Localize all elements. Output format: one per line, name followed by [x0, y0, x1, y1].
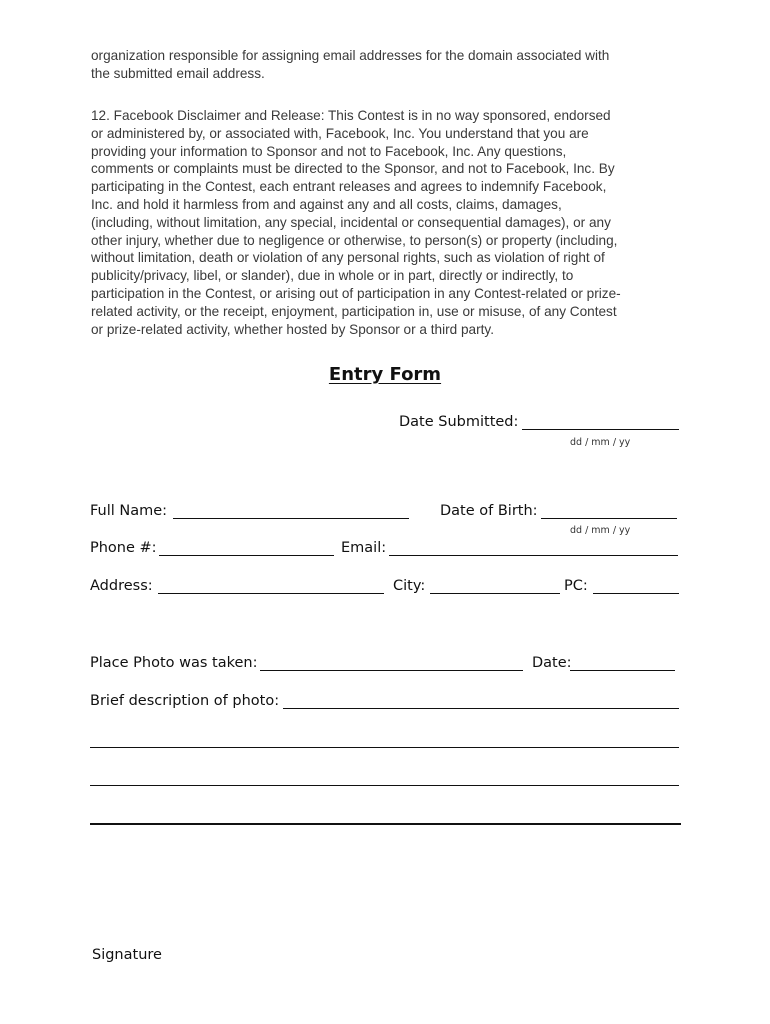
place-photo-taken-field[interactable]	[260, 670, 523, 671]
place-photo-taken-label: Place Photo was taken:	[90, 655, 258, 671]
date-of-birth-field[interactable]	[541, 518, 677, 519]
brief-description-field-line-3[interactable]	[90, 785, 679, 786]
city-label: City:	[393, 578, 426, 594]
postal-code-field[interactable]	[593, 593, 679, 594]
full-name-label: Full Name:	[90, 503, 168, 519]
signature-label: Signature	[92, 947, 162, 963]
signature-line[interactable]	[90, 823, 681, 825]
date-of-birth-format-hint: dd / mm / yy	[570, 525, 631, 536]
entry-form-title: Entry Form	[328, 364, 442, 385]
email-label: Email:	[341, 540, 387, 556]
date-of-birth-label: Date of Birth:	[440, 503, 538, 519]
brief-description-label: Brief description of photo:	[90, 693, 280, 709]
postal-code-label: PC:	[564, 578, 588, 594]
email-field[interactable]	[389, 555, 678, 556]
brief-description-field-line-1[interactable]	[283, 708, 679, 709]
phone-field[interactable]	[159, 555, 334, 556]
photo-date-field[interactable]	[570, 670, 675, 671]
full-name-field[interactable]	[173, 518, 409, 519]
address-label: Address:	[90, 578, 153, 594]
legal-paragraph-continuation: organization responsible for assigning email addresses for the domain associated with the submitted email address.	[91, 48, 610, 81]
date-submitted-format-hint: dd / mm / yy	[570, 437, 631, 448]
city-field[interactable]	[430, 593, 560, 594]
date-submitted-field[interactable]	[522, 429, 679, 430]
facebook-disclaimer-paragraph: 12. Facebook Disclaimer and Release: This Contest is in no way sponsored, endorsed or administered by, or associated with, Facebook, Inc. You understand that you are providing your information to Sponsor and not to Facebook, Inc. Any questions, comments or complaints must be directed to the Sponsor, and not to Facebook, Inc. By participating in the Contest, each entrant releases and agrees to indemnify Facebook, Inc. and hold it harmless from and against any and all costs, claims, damages, (including, without limitation, any special, incidental or consequential damages), or any other injury, whether due to negligence or otherwise, to person(s) or property (including, without limitation, death or violation of any personal rights, such as violation of right of publicity/privacy, libel, or slander), due in whole or in part, directly or indirectly, to participation in the Contest, or arising out of participation in any Contest-related or prize- related activity, or the receipt, enjoyment, participation in, use or misuse, of any Contest or prize-related activity, whether hosted by Sponsor or a third party.	[91, 108, 621, 337]
photo-date-label: Date:	[532, 655, 572, 671]
phone-label: Phone #:	[90, 540, 157, 556]
address-field[interactable]	[158, 593, 384, 594]
brief-description-field-line-2[interactable]	[90, 747, 679, 748]
date-submitted-label: Date Submitted:	[399, 414, 519, 430]
